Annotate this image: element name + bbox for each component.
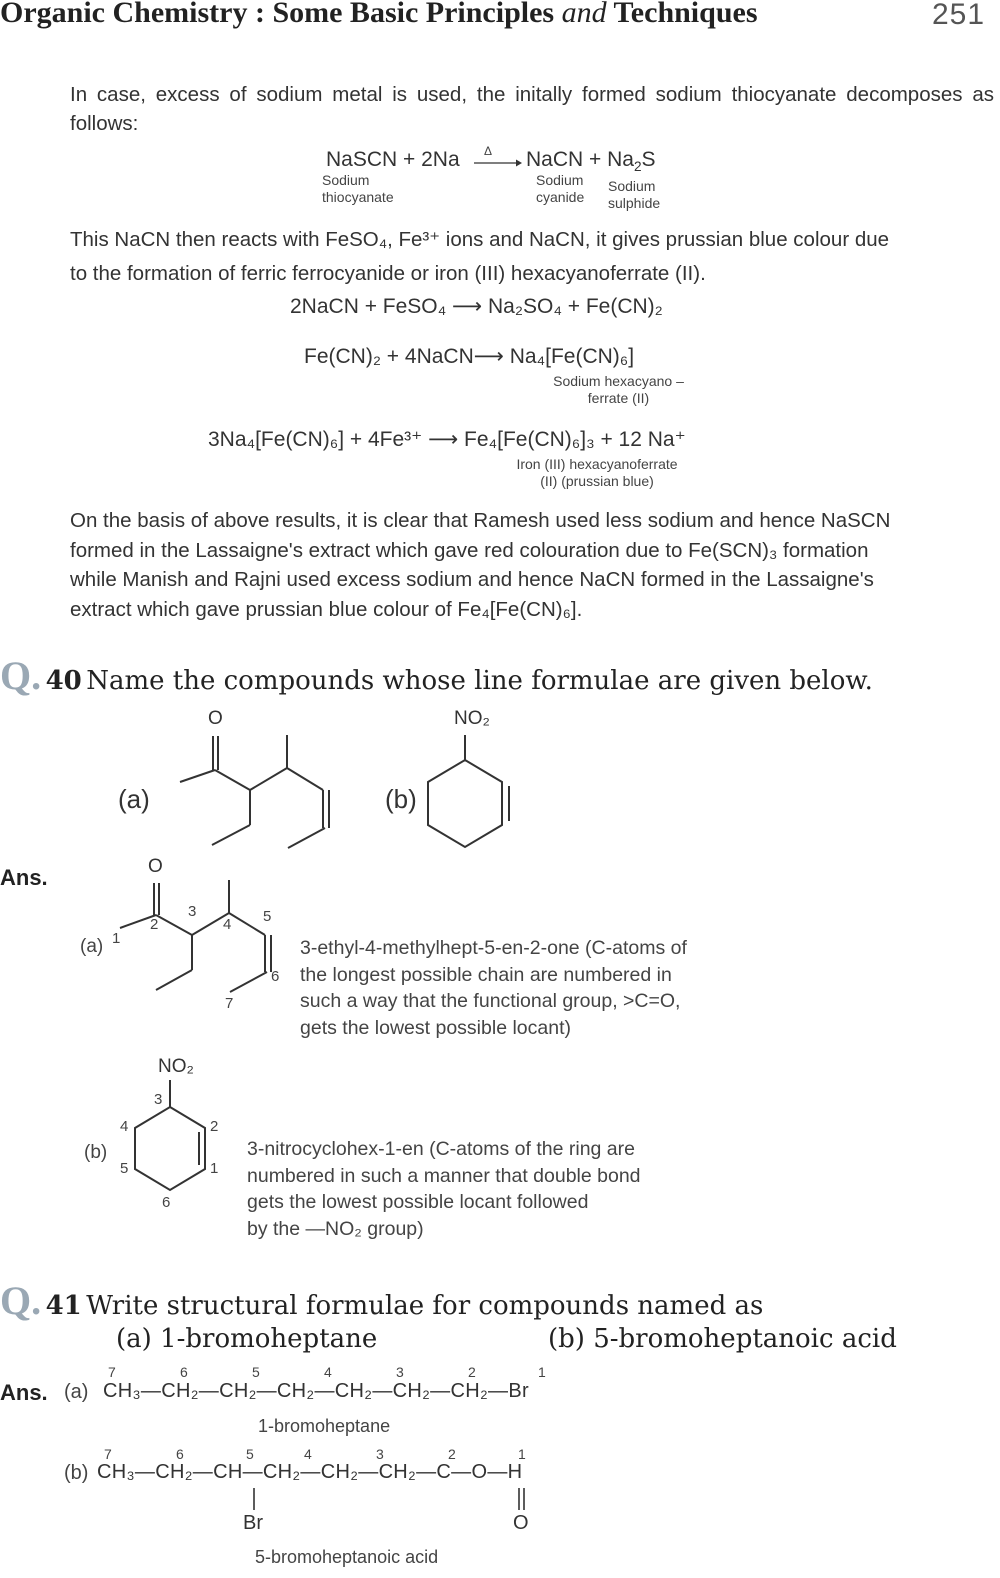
para2-line1: This NaCN then reacts with FeSO₄, Fe³⁺ ions and NaCN, it gives prussian blue colour due bbox=[70, 228, 890, 251]
q40-label-a: (a) bbox=[118, 784, 150, 814]
ans41-b-num-5: 5 bbox=[246, 1446, 254, 1462]
page-number: 251 bbox=[932, 0, 986, 31]
ans40-a-num-2: 2 bbox=[150, 916, 159, 933]
ans40-b-num-5: 5 bbox=[120, 1160, 129, 1177]
question-text: Name the compounds whose line formulae are given below. bbox=[86, 666, 873, 696]
ans40-a-num-6: 6 bbox=[271, 968, 280, 985]
ans40-a-note-line3: such a way that the functional group, >C=O, bbox=[300, 990, 681, 1012]
ans41-b-num-3: 3 bbox=[376, 1446, 384, 1462]
ans41-a-num-6: 6 bbox=[180, 1364, 188, 1380]
ans41-a-num-1: 1 bbox=[538, 1364, 546, 1380]
ans41-b-num-6: 6 bbox=[176, 1446, 184, 1462]
ans41-b-num-1: 1 bbox=[518, 1446, 526, 1462]
eq1-label-a-line2: thiocyanate bbox=[322, 189, 394, 205]
q40-label-b: (b) bbox=[385, 784, 417, 814]
eq1-rhs-part1: NaCN + Na bbox=[526, 148, 634, 171]
ans40-b-num-6: 6 bbox=[162, 1194, 171, 1211]
eq1-label-c-line1: Sodium bbox=[608, 178, 656, 194]
header-title-part2: Techniques bbox=[606, 0, 758, 29]
ans40-b-note-line1: 3-nitrocyclohex-1-en (C-atoms of the ring are bbox=[247, 1138, 635, 1160]
ans40-atom-no2: NO₂ bbox=[158, 1056, 194, 1077]
ans41-a-label: (a) bbox=[64, 1381, 89, 1403]
ans40-b-label: (b) bbox=[84, 1142, 108, 1163]
ans41-a-num-2: 2 bbox=[468, 1364, 476, 1380]
ans41-a-formula: CH₃—CH₂—CH₂—CH₂—CH₂—CH₂—CH₂—Br bbox=[103, 1380, 529, 1402]
eq3-label-line2: ferrate (II) bbox=[587, 390, 650, 406]
ans40-a-note-line2: the longest possible chain are numbered in bbox=[300, 963, 672, 986]
ans40-b-note-line3: gets the lowest possible locant followed bbox=[247, 1191, 589, 1213]
ans41-a-num-4: 4 bbox=[324, 1364, 332, 1380]
header-title-and: and bbox=[561, 0, 607, 29]
ans41-b-num-4: 4 bbox=[304, 1446, 312, 1462]
equation-fecn2-nacn: Fe(CN)₂ + 4NaCN⟶ Na₄[Fe(CN)₆] bbox=[304, 345, 635, 368]
eq1-label-c-line2: sulphide bbox=[608, 195, 661, 211]
para2-line2: to the formation of ferric ferrocyanide or iron (III) hexacyanoferrate (II). bbox=[70, 262, 706, 285]
question-mark-icon: Q. bbox=[0, 653, 42, 698]
ans40-a-num-5: 5 bbox=[263, 908, 272, 925]
ans41-a-num-5: 5 bbox=[252, 1364, 260, 1380]
eq1-label-b-line1: Sodium bbox=[536, 172, 584, 188]
para3-line1: On the basis of above results, it is clear that Ramesh used less sodium and hence NaSCN bbox=[70, 509, 891, 532]
ans41-b-label: (b) bbox=[64, 1462, 89, 1484]
q40-atom-o: O bbox=[208, 708, 223, 729]
eq3-label-line1: Sodium hexacyano – bbox=[553, 373, 684, 389]
eq1-rhs-part2: S bbox=[641, 148, 656, 171]
ans40-b-num-4: 4 bbox=[120, 1118, 129, 1135]
ans40-a-num-1: 1 bbox=[112, 930, 121, 947]
para3-line2: formed in the Lassaigne's extract which gave red colouration due to Fe(SCN)₃ formation bbox=[70, 538, 869, 562]
ans41-a-num-7: 7 bbox=[108, 1364, 116, 1380]
question-number: 40 bbox=[45, 666, 82, 696]
para3-line4: extract which gave prussian blue colour of Fe₄[Fe(CN)₆]. bbox=[70, 597, 583, 621]
question-mark-icon: Q. bbox=[0, 1278, 42, 1323]
question-text: Write structural formulae for compounds named as bbox=[86, 1291, 764, 1321]
ans41-b-o: O bbox=[513, 1512, 529, 1534]
q41-part-b: (b) 5-bromoheptanoic acid bbox=[548, 1324, 897, 1354]
ans40-a-num-3: 3 bbox=[188, 903, 197, 920]
ans40-b-num-1: 1 bbox=[210, 1160, 219, 1177]
ans41-b-name: 5-bromoheptanoic acid bbox=[255, 1547, 439, 1567]
q41-part-a: (a) 1-bromoheptane bbox=[116, 1324, 378, 1354]
header-title-part1: Organic Chemistry : Some Basic Principles bbox=[0, 0, 562, 29]
eq1-label-a-line1: Sodium bbox=[322, 172, 370, 188]
ans40-a-note-line4: gets the lowest possible locant) bbox=[300, 1016, 571, 1039]
para3-line3: while Manish and Rajni used excess sodium and hence NaCN formed in the Lassaigne's bbox=[70, 568, 874, 591]
answer-41-label: Ans. bbox=[0, 1380, 48, 1405]
equation-nacn-feso4: 2NaCN + FeSO₄ ⟶ Na₂SO₄ + Fe(CN)₂ bbox=[290, 295, 663, 318]
ans41-b-num-7: 7 bbox=[104, 1446, 112, 1462]
ans41-b-num-2: 2 bbox=[448, 1446, 456, 1462]
eq4-label-line1: Iron (III) hexacyanoferrate bbox=[516, 456, 678, 472]
ans40-a-note-line1: 3-ethyl-4-methylhept-5-en-2-one (C-atoms of bbox=[300, 937, 687, 959]
ans41-b-formula: CH₃—CH₂—CH—CH₂—CH₂—CH₂—C—O—H bbox=[97, 1461, 523, 1483]
ans41-a-name: 1-bromoheptane bbox=[258, 1416, 391, 1436]
ans40-b-note-line4: by the —NO₂ group) bbox=[247, 1217, 424, 1240]
ans40-a-label: (a) bbox=[80, 936, 104, 957]
ans40-a-num-7: 7 bbox=[225, 995, 234, 1012]
equation-prussian-blue: 3Na₄[Fe(CN)₆] + 4Fe³⁺ ⟶ Fe₄[Fe(CN)₆]₃ + 12 Na⁺ bbox=[208, 428, 686, 451]
ans40-a-num-4: 4 bbox=[223, 916, 232, 933]
eq1-rhs-sub: 2 bbox=[633, 159, 642, 175]
ans41-b-br: Br bbox=[243, 1512, 263, 1534]
question-number: 41 bbox=[45, 1291, 82, 1321]
eq4-label-line2: (II) (prussian blue) bbox=[540, 473, 654, 489]
ans40-b-num-2: 2 bbox=[210, 1118, 219, 1135]
eq1-label-b-line2: cyanide bbox=[536, 189, 585, 205]
answer-40-label: Ans. bbox=[0, 865, 48, 890]
q40-atom-no2: NO₂ bbox=[454, 708, 490, 729]
eq1-delta: Δ bbox=[484, 144, 493, 158]
ans40-atom-o: O bbox=[148, 856, 163, 877]
ans40-b-num-3: 3 bbox=[154, 1091, 163, 1108]
paragraph-excess-sodium: In case, excess of sodium metal is used, the initally formed sodium thiocyanate decomposes as follows: bbox=[70, 83, 994, 135]
eq1-lhs: NaSCN + 2Na bbox=[326, 148, 460, 171]
ans41-a-num-3: 3 bbox=[396, 1364, 404, 1380]
ans40-b-note-line2: numbered in such a manner that double bond bbox=[247, 1164, 641, 1187]
